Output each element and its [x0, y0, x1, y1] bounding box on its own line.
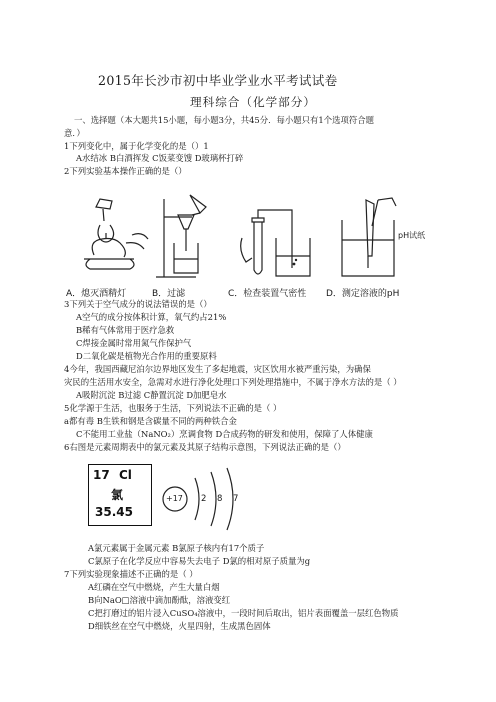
q2-option-d-label: D．测定溶液的pH	[326, 289, 400, 299]
q5-options-cd: C不能用工业盐（NaNO₂）烹调食物 D合成药物的研发和使用，保障了人体健康	[76, 429, 373, 439]
q2-stem: 2下列实验基本操作正确的是（）	[64, 166, 187, 176]
q3-stem: 3下列关于空气成分的说法错误的是（）	[64, 299, 212, 309]
q6-stem: 6右图是元素周期表中的氯元素及其原子结构示意图，下列说法正确的是（）	[64, 442, 346, 452]
atomic-mass: 35.45	[95, 505, 133, 519]
filtration-figure	[150, 193, 230, 281]
instructions-line-1: 一、选择题（本大题共15小题，每小题3分，共45分．每小题只有1个选项符合题	[74, 115, 374, 125]
airtightness-figure	[236, 208, 326, 284]
q7-option-c: C把打磨过的铝片浸入CuSO₄溶液中，一段时间后取出，铝片表面覆盖一层红色物质	[88, 608, 399, 618]
q6-options-cd: C氯原子在化学反应中容易失去电子 D氯的相对原子质量为g	[88, 556, 311, 566]
shell-3-electrons: 7	[233, 494, 239, 504]
q2-option-a-label: A．熄灭酒精灯	[66, 289, 127, 299]
shell-1-electrons: 2	[201, 494, 207, 504]
q7-stem: 7下列实验现象描述不正确的是（ ）	[64, 569, 198, 579]
q3-option-b: B稀有气体常用于医疗急救	[76, 325, 175, 335]
q7-option-d: D细铁丝在空气中燃烧，火星四射，生成黑色固体	[88, 621, 271, 631]
element-symbol: Cl	[119, 468, 132, 482]
periodic-element-card	[88, 464, 152, 526]
nucleus-charge: +17	[166, 494, 183, 503]
q6-options-ab: A氯元素属于金属元素 B氯原子核内有17个质子	[88, 543, 265, 553]
instructions-line-2: 意．）	[64, 128, 85, 138]
q3-option-d: D二氧化碳是植物光合作用的重要原料	[76, 351, 217, 361]
element-name: 氯	[111, 488, 124, 502]
shell-2-electrons: 8	[217, 494, 223, 504]
q1-options: A水结冰 B白酒挥发 C饭菜变馊 D玻璃杯打碎	[76, 153, 244, 163]
atomic-number: 17	[93, 468, 110, 482]
q7-option-b: B向NaO□溶液中滴加酚酞，溶液变红	[88, 595, 231, 605]
q7-option-a: A红磷在空气中燃烧，产生大量白烟	[88, 582, 220, 592]
q5-options-ab: a都有毒 B生铁和钢是含碳量不同的两种铁合金	[64, 416, 237, 426]
q2-option-c-label: C．检查装置气密性	[228, 289, 307, 299]
q1-stem: 1下列变化中，属于化学变化的是（）1	[64, 141, 209, 151]
q3-option-a: A空气的成分按体积计算，氧气约占21%	[76, 312, 227, 322]
exam-subtitle: 理科综合（化学部分）	[190, 95, 316, 109]
ph-paper-label: pH试纸	[398, 231, 426, 240]
exam-title: 2015年长沙市初中毕业学业水平考试试卷	[98, 73, 338, 88]
q4-stem-2: 灾民的生活用水安全，急需对水进行净化处理口下列处理措施中，不属于净水方法的是（ ）	[64, 377, 402, 387]
q2-option-b-label: B．过滤	[152, 289, 186, 299]
q4-stem-1: 4今年，我国西藏尼泊尔边界地区发生了多起地震，灾区饮用水被严重污染，为确保	[64, 364, 371, 374]
q4-options: A吸附沉淀 B过滤 C静置沉淀 D加肥皂水	[76, 390, 227, 400]
q5-stem: 5化学源于生活，也服务于生活，下列说法不正确的是（ ）	[64, 403, 282, 413]
q3-option-c: C焊接金属时常用氮气作保护气	[76, 338, 192, 348]
alcohol-lamp-figure	[66, 195, 162, 277]
